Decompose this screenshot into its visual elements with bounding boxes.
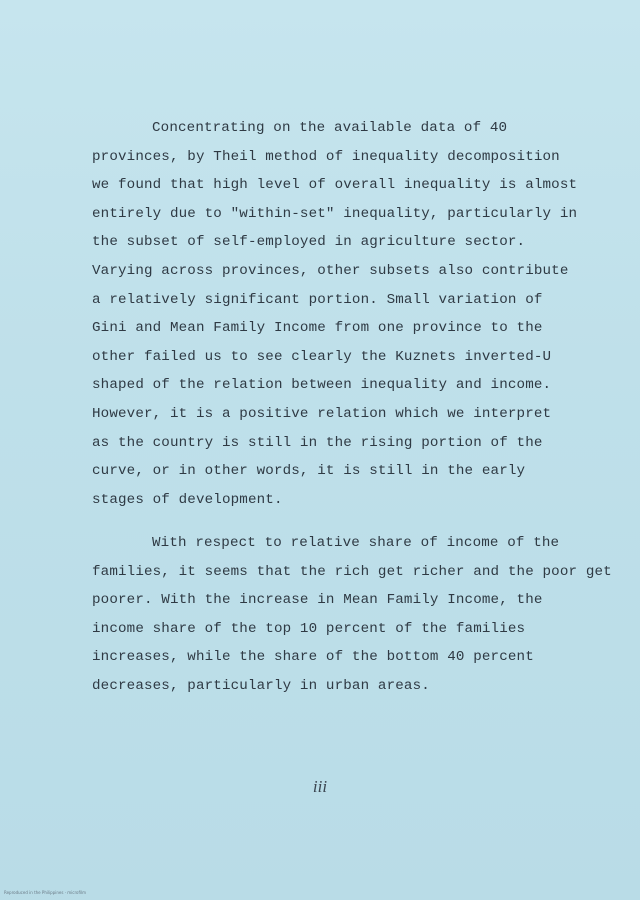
text-line: provinces, by Theil method of inequality decomposition xyxy=(92,148,560,165)
text-line: stages of development. xyxy=(92,491,283,508)
page-number: iii xyxy=(312,777,328,796)
text-line: a relatively significant portion. Small variation of xyxy=(92,291,543,308)
text-line: curve, or in other words, it is still in the early xyxy=(92,463,526,480)
text-line: Gini and Mean Family Income from one province to the xyxy=(92,320,543,337)
text-line: income share of the top 10 percent of the families xyxy=(92,620,526,637)
paragraph-2 xyxy=(92,529,612,701)
text-line: shaped of the relation between inequality and income. xyxy=(92,377,552,394)
paragraph-1 xyxy=(92,114,592,514)
text-line: increases, while the share of the bottom 40 percent xyxy=(92,649,534,666)
text-line: Concentrating on the available data of 40 xyxy=(152,120,508,136)
text-line: as the country is still in the rising portion of the xyxy=(92,434,543,451)
text-line: With respect to relative share of income of the xyxy=(152,535,560,551)
text-line: poorer. With the increase in Mean Family Income, the xyxy=(92,592,543,609)
text-line: decreases, particularly in urban areas. xyxy=(92,677,430,694)
microfilm-footer-mark: Reproduced in the Philippines · microfilm xyxy=(4,890,87,895)
text-line: we found that high level of overall inequality is almost xyxy=(92,177,578,194)
text-line: other failed us to see clearly the Kuznets inverted-U xyxy=(92,348,552,365)
text-line: Varying across provinces, other subsets also contribute xyxy=(92,262,569,279)
text-line: families, it seems that the rich get richer and the poor get xyxy=(92,563,612,580)
text-line: entirely due to "within-set" inequality, particularly in xyxy=(92,205,578,222)
text-line: However, it is a positive relation which we interpret xyxy=(92,405,552,422)
text-line: the subset of self-employed in agriculture sector. xyxy=(92,234,526,251)
